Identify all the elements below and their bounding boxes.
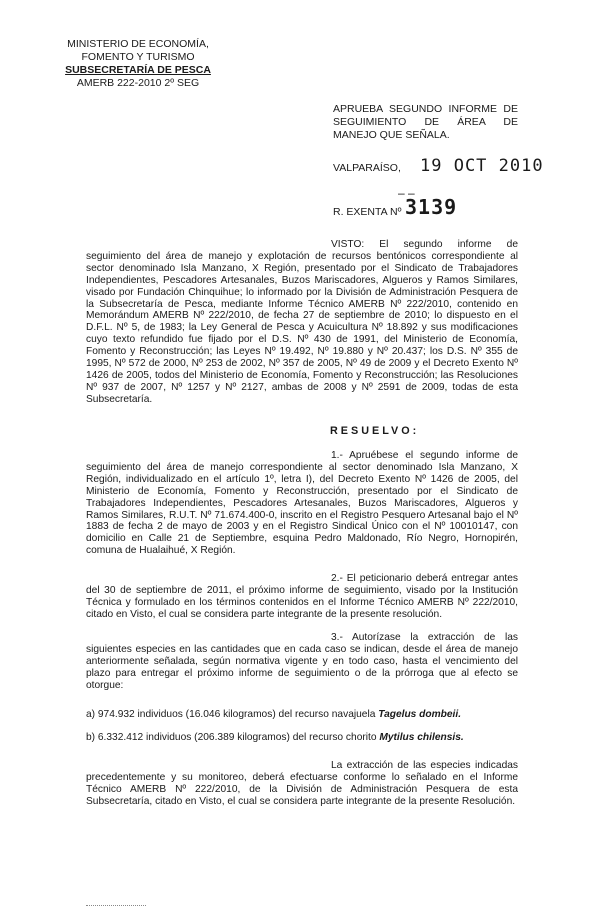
item-1-lead: 1.- Apruébese el segundo informe de [331,450,518,461]
item-3-body: siguientes especies en las cantidades que en cada caso se indican, desde el área de manejo anteriormente señalada, según normativa vigente y en todo caso, hasta el vencimiento del plazo para entregar el próximo informe de seguimiento o de la prórroga que al efecto se otorgue: [86,643,518,691]
item-3-lead: 3.- Autorízase la extracción de las [331,632,518,643]
closing-lead: La extracción de las especies indicadas [331,760,518,771]
species-item-a: a) 974.932 individuos (16.046 kilogramos) del recurso navajuela Tagelus dombeii. [86,709,462,720]
date-stamp: 19 OCT 2010 [420,156,544,176]
letterhead [58,38,218,90]
closing-paragraph [86,760,518,808]
visto-body: seguimiento del área de manejo y explotación de recursos bentónicos correspondiente al sector denominado Isla Manzano, X Región, presentado por el Sindicato de Trabajadores Independientes, Pescadores Artesanales, Buzos Mariscadores, Algueros y Ramos Similares, visado por Fundación Chinquihue; lo informado por la División de Administración Pesquera de la Subsecretaría de Pesca, mediante Informe Técnico AMERB Nº 222/2010, contenido en Memorándum AMERB Nº 222/2010, de fecha 27 de septiembre de 2010; lo dispuesto en el D.F.L. Nº 5, de 1983; la Ley General de Pesca y Acuicultura Nº 18.892 y sus modificaciones cuyo texto refundido fue fijado por el D.S. Nº 430 de 1991, del Ministerio de Economía, Fomento y Reconstrucción; las Leyes Nº 19.492, Nº 19.880 y Nº 20.437; los D.S. Nº 355 de 1995, Nº 572 de 2000, Nº 253 de 2002, Nº 357 de 2005, Nº 49 de 2009 y el Decreto Exento Nº 1426 de 2005, todos del Ministerio de Economía, Fomento y Reconstrucción; las Resoluciones Nº 937 de 2007, Nº 1257 y Nº 2127, ambas de 2008 y Nº 2591 de 2009, todas de esta Subsecretaría. [86,250,518,405]
resolution-number: 3139 [405,195,458,219]
closing-body: precedentemente y su monitoreo, deberá efectuarse conforme lo señalado en el Informe Técnico AMERB Nº 222/2010, de la División de Administración Pesquera de esta Subsecretaría, citado en Visto, el cual se considera parte integrante de la presente Resolución. [86,771,518,807]
visto-paragraph [86,239,518,406]
footer-mark [86,905,146,912]
item-2-lead: 2.- El peticionario deberá entregar antes [331,573,518,584]
resuelvo-heading: RESUELVO: [330,425,420,437]
letterhead-fomento: FOMENTO Y TURISMO [81,51,195,63]
place-label: VALPARAÍSO, [333,162,401,174]
resolution-label: R. EXENTA Nº [333,206,402,218]
visto-lead: VISTO: El segundo informe de [331,239,518,250]
species-name-a: Tagelus dombeii. [378,709,462,720]
document-summary: APRUEBA SEGUNDO INFORME DE SEGUIMIENTO DE ÁREA DE MANEJO QUE SEÑALA. [333,103,518,141]
dash-mark: – – [398,186,415,200]
item-2-paragraph [86,573,518,621]
item-1-body: seguimiento del área de manejo correspondiente al sector denominado Isla Manzano, X Región, individualizado en el artículo 1º, letra I), del Decreto Exento Nº 1426 de 2005, del Ministerio de Economía, Fomento y Reconstrucción, presentado por el Sindicato de Trabajadores Independientes, Pescadores Artesanales, Buzos Mariscadores, Algueros y Ramos Similares, R.U.T. Nº 71.674.400-0, inscrito en el Registro Pesquero Artesanal bajo el Nº 1883 de fecha 2 de mayo de 2003 y en el Registro Sindical Único con el Nº 10010147, con domicilio en Calle 21 de Septiembre, esquina Pedro Maldonado, Río Negro, Hornopirén, comuna de Hualaihué, X Región. [86,461,518,557]
letterhead-subsecretaria: SUBSECRETARÍA DE PESCA [65,64,211,76]
species-name-b: Mytilus chilensis. [379,732,464,743]
item-3-paragraph [86,632,518,692]
item-1-paragraph [86,450,518,557]
letterhead-reference: AMERB 222-2010 2º SEG [76,77,200,89]
item-2-body: del 30 de septiembre de 2011, el próximo informe de seguimiento, visado por la Institución Técnica y formulado en los términos contenidos en el Informe Técnico AMERB Nº 222/2010, citado en Visto, el cual se considera parte integrante de la presente resolución. [86,584,518,620]
letterhead-ministry: MINISTERIO DE ECONOMÍA, [67,38,209,50]
species-item-b: b) 6.332.412 individuos (206.389 kilogramos) del recurso chorito Mytilus chilensis. [86,732,464,743]
